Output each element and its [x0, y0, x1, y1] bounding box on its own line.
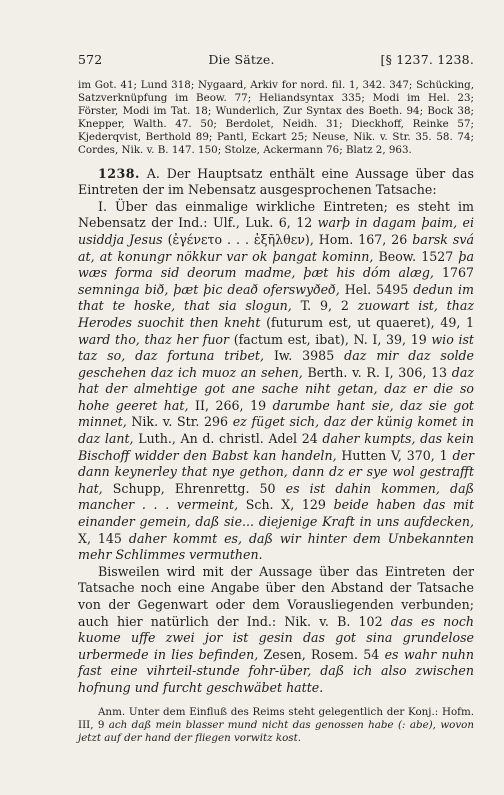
example-quote: es ist dahin kommen, daß mancher . . . vermeint,	[78, 480, 474, 513]
plain-text: Luth., An d. christl. Adel 24	[133, 431, 323, 447]
plain-text: I. Über das einmalige wirkliche Eintreten; es steht im Nebensatz der Ind.: Ulf., Luk. 6, 12	[78, 198, 474, 231]
plain-text: Schupp, Ehrenrettg. 50	[102, 480, 286, 496]
paragraph-distance	[78, 564, 474, 697]
example-quote: zuowart ist, thaz Herodes suochit then kneht	[78, 298, 474, 330]
plain-text: Beow. 1527	[373, 248, 459, 264]
example-quote: darumbe hant sie, daz sie got minnet,	[78, 397, 474, 430]
plain-text: T. 9, 2	[291, 298, 358, 314]
example-quote: daz hat der almehtige got ane sache niht getan, daz er die so hohe geeret hat,	[78, 364, 475, 413]
plain-text: Bisweilen wird mit der Aussage über das Eintreten der Tatsache noch eine Angabe über den Abstand der Tatsache von der Gegenwart oder dem Vorausliegenden verbunden; auch hier natürlich der Ind.: Nik. v. B. 102	[78, 563, 474, 629]
section-letter: A.	[146, 165, 160, 181]
example-quote: daz mir daz solde geschehen daz ich muoz an sehen,	[78, 348, 475, 380]
example-quote: es wahr nuhn fast eine vihrteil-stunde fohr-über, daß ich also zwischen hofnung und furcht geschwäbet hatte.	[78, 646, 474, 695]
section-reference: [§ 1237. 1238.	[380, 52, 474, 67]
plain-text: Iw. 3985	[264, 348, 345, 364]
example-quote: der dann keynerley that nye gethon, dann dz er sye wol gestrafft hat,	[78, 447, 474, 496]
plain-text: 1767	[433, 265, 474, 281]
paragraph-examples	[78, 199, 474, 564]
example-quote: warþ in dagam þaim, ei usiddja Jesus	[78, 215, 474, 247]
example-quote: wio ist taz so, daz fortuna tribet,	[78, 331, 474, 364]
plain-text: Hel. 5495	[339, 281, 414, 297]
example-quote: þa wæs forma sid deorum madme, þæt his dóm alæg,	[78, 248, 474, 281]
section-heading-paragraph	[78, 166, 474, 199]
section-number: 1238.	[98, 165, 140, 181]
example-quote: ach daß mein blasser mund nicht das genossen habe (: abe), wovon jetzt auf der hand der fliegen vorwitz kost.	[78, 718, 474, 744]
plain-text: X, 145	[78, 530, 129, 546]
example-quote: ez füget sich, daz der künig komet in daz lant,	[78, 414, 474, 447]
plain-text: II, 266, 19	[188, 397, 273, 413]
example-quote: barsk svá at, at konungr nökkur var ok þangat kominn,	[78, 231, 474, 264]
running-title: Die Sätze.	[208, 52, 275, 67]
example-quote: semninga bið, þæt þic deað oferswyðeð,	[78, 281, 340, 297]
literature-list: im Got. 41; Lund 318; Nygaard, Arkiv for nord. fil. 1, 342. 347; Schücking, Satzverknüpfung im Beow. 77; Heliandsyntax 335; Modi im Hel. 23; Förster, Modi im Tat. 18; Wunderlich, Zur Syntax des Boeth. 94; Bock 38; Knepper, Walth. 47. 50; Berdolet, Neidh. 31; Dieckhoff, Reinke 57; Kjederqvist, Berthold 89; Pantl, Eckart 25; Neuse, Nik. v. Str. 35. 58. 74; Cordes, Nik. v. B. 147. 150; Stolze, Ackermann 76; Blatz 2, 963.	[78, 79, 474, 157]
plain-text: Nik. v. Str. 296	[126, 414, 233, 430]
running-header	[78, 52, 474, 67]
remark-note	[78, 706, 474, 745]
example-quote: dedun im that te hoske, that sia slogun,	[78, 281, 474, 314]
plain-text: Anm. Unter dem Einfluß des Reims steht gelegentlich der Konj.: Hofm. III, 9	[78, 705, 474, 731]
section-intro: Der Hauptsatz enthält eine Aussage über das Eintreten der im Nebensatz ausgesprochenen Tatsache:	[78, 165, 474, 198]
plain-text: Berth. v. R. I, 306, 13	[302, 364, 452, 380]
plain-text: (futurum est, ut quaeret), 49, 1	[260, 314, 474, 330]
example-quote: daher kumpts, das kein Bischoff widder den Babst kan handeln,	[78, 431, 475, 463]
plain-text: Hutten V, 370, 1	[336, 447, 453, 463]
plain-text: (ἐγένετο . . . ἐξῆλθεν), Hom. 167, 26	[162, 231, 413, 247]
plain-text: (factum est, ibat), N. I, 39, 19	[229, 331, 432, 347]
example-quote: ward tho, thaz her fuor	[78, 331, 230, 347]
example-quote: beide haben das mit einander gemein, daß sie... diejenige Kraft in uns aufdecken,	[78, 497, 474, 530]
plain-text: Sch. X, 129	[238, 497, 334, 513]
example-quote: daher kommt es, daß wir hinter dem Unbekannten mehr Schlimmes vermuthen.	[78, 530, 475, 563]
example-quote: das es noch kuome uffe zwei jor ist gesin das got sina grundelose urbermede in lies befinden,	[78, 613, 475, 662]
page-number: 572	[78, 52, 103, 67]
plain-text: Zesen, Rosem. 54	[258, 646, 385, 662]
